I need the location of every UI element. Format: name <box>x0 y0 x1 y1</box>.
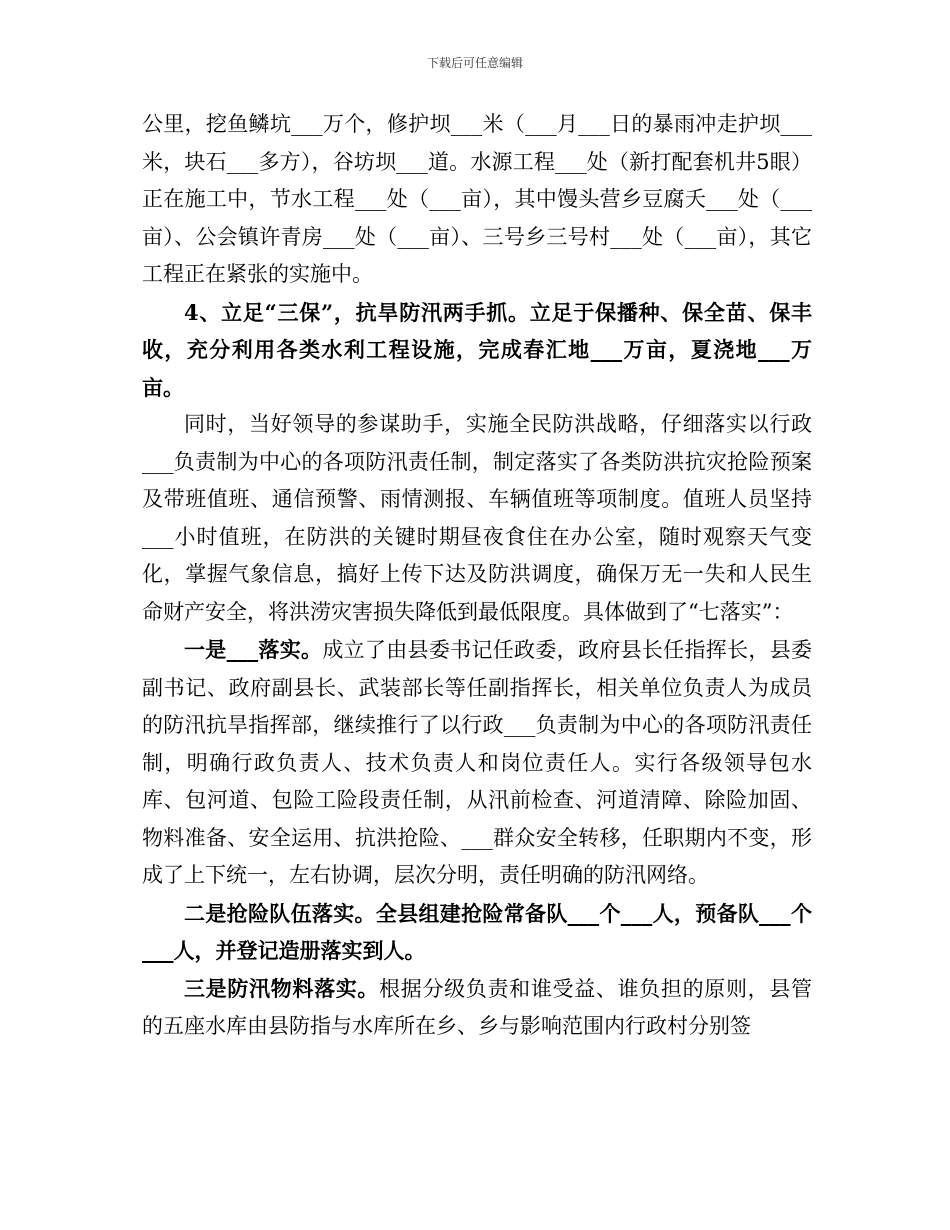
paragraph-6 <box>142 970 812 1046</box>
paragraph-3-text: 同时，当好领导的参谋助手，实施全民防洪战略，仔细落实以行政___负责制为中心的各项防汛责任制，制定落实了各类防洪抗灾抢险预案及带班值班、通信预警、雨情测报、车辆值班等项制度。值班人员坚持___小时值班，在防洪的关键时期昼夜食住在办公室，随时观察天气变化，掌握气象信息，搞好上传下达及防洪调度，确保万无一失和人民生命财产安全，将洪涝灾害损失降低到最低限度。具体做到了“七落实”： <box>142 412 812 624</box>
paragraph-4-lead: 一是___落实。 <box>184 637 323 662</box>
paragraph-2-text: 4、立足“三保”，抗旱防汛两手抓。立足于保播种、保全苗、保丰收，充分利用各类水利工程设施，完成春汇地___万亩，夏浇地___万亩。 <box>142 299 812 400</box>
paragraph-6-text: 根据分级负责和谁受益、谁负担的原则，县管的五座水库由县防指与水库所在乡、乡与影响范围内行政村分别签 <box>142 976 813 1038</box>
paragraph-5-text: 二是抢险队伍落实。全县组建抢险常备队___个___人，预备队___个___人，并登记造册落实到人。 <box>142 900 812 963</box>
paragraph-5 <box>142 895 812 970</box>
page-header: 下载后可任意编辑 <box>426 56 523 70</box>
paragraph-3 <box>142 406 812 631</box>
paragraph-4 <box>142 631 812 895</box>
paragraph-2 <box>142 294 812 407</box>
paragraph-4-text: 成立了由县委书记任政委，政府县长任指挥长，县委副书记、政府副县长、武装部长等任副指挥长，相关单位负责人为成员的防汛抗旱指挥部，继续推行了以行政___负责制为中心的各项防汛责任制，明确行政负责人、技术负责人和岗位责任人。实行各级领导包水库、包河道、包险工险段责任制，从汛前检查、河道清障、除险加固、物料准备、安全运用、抗洪抢险、___群众安全转移，任职期内不变，形成了上下统一，左右协调，层次分明，责任明确的防汛网络。 <box>142 638 813 887</box>
document-body <box>142 106 812 1046</box>
paragraph-1-text: 公里，挖鱼鳞坑___万个，修护坝___米（___月___日的暴雨冲走护坝___米，块石___多方），谷坊坝___道。水源工程___处（新打配套机井5眼）正在施工中，节水工程___处（___亩），其中馒头营乡豆腐夭___处（___亩）、公会镇许青房___处（___亩）、三号乡三号村___处（___亩），其它工程正在紧张的实施中。 <box>142 112 812 286</box>
paragraph-1 <box>142 106 812 294</box>
paragraph-6-lead: 三是防汛物料落实。 <box>184 975 380 1001</box>
